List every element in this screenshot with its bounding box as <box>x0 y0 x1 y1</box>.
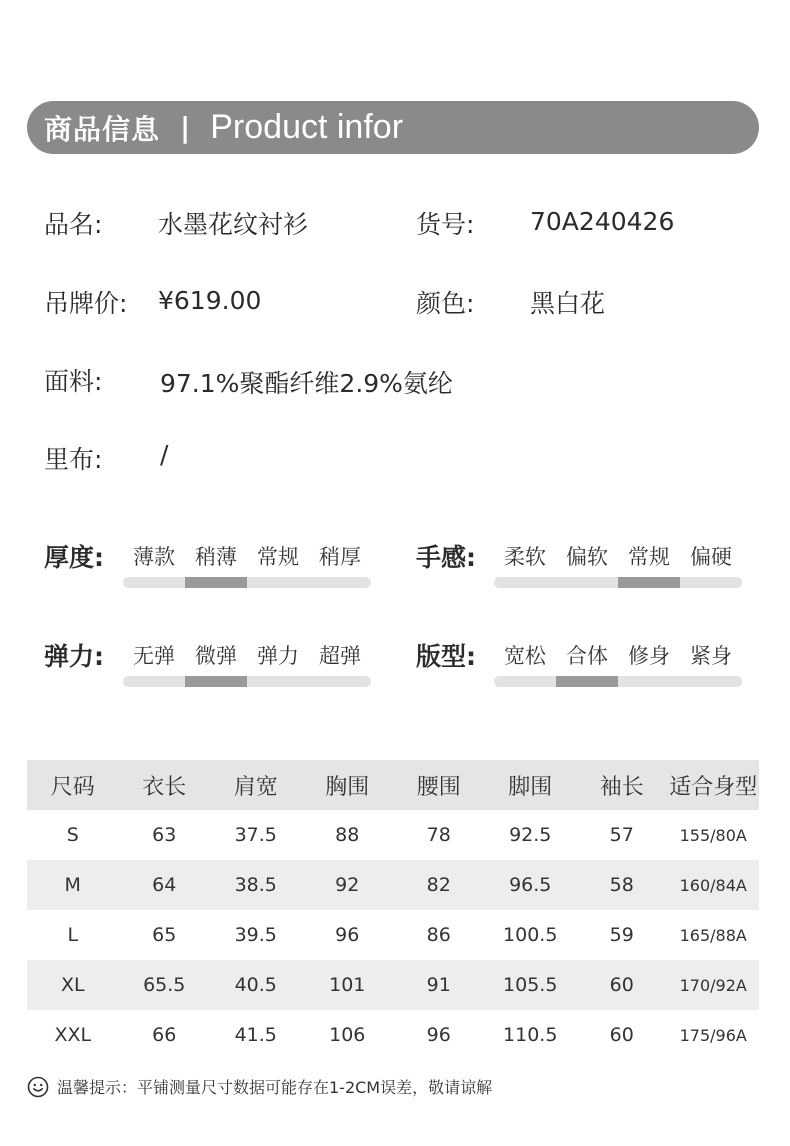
table-header-row <box>27 760 759 810</box>
color-label: 颜色: <box>416 289 475 318</box>
fit-option: 合体 <box>566 644 608 668</box>
price-label: 吊牌价: <box>44 289 128 318</box>
column-header: 适合身型 <box>668 760 760 810</box>
product-info-header <box>27 101 759 154</box>
table-cell: 63 <box>152 824 177 846</box>
size-table <box>27 760 759 1060</box>
table-cell: 105.5 <box>485 960 577 1010</box>
table-cell: 78 <box>426 824 451 846</box>
table-cell: 59 <box>609 924 634 946</box>
thickness-option: 薄款 <box>133 545 175 569</box>
table-cell: 110.5 <box>503 1024 558 1046</box>
table-cell: 88 <box>335 824 360 846</box>
table-cell: 38.5 <box>210 860 302 910</box>
table-cell: 175/96A <box>679 1025 747 1045</box>
sku-value: 70A240426 <box>530 207 675 236</box>
elasticity-indicator <box>185 676 247 687</box>
elasticity-option: 弹力 <box>257 644 299 668</box>
color-value: 黑白花 <box>530 289 606 318</box>
table-cell: 92.5 <box>509 824 552 846</box>
table-cell: 60 <box>576 960 668 1010</box>
fit-indicator <box>556 676 618 687</box>
column-header: 衣长 <box>119 760 211 810</box>
column-header: 袖长 <box>576 760 668 810</box>
fit-option: 修身 <box>628 644 670 668</box>
table-cell: 92 <box>302 860 394 910</box>
table-row <box>27 960 759 1010</box>
thickness-option: 稍厚 <box>319 545 361 569</box>
table-cell: 155/80A <box>679 825 747 845</box>
table-cell: 160/84A <box>668 860 760 910</box>
feel-option: 常规 <box>628 545 670 569</box>
thickness-option: 稍薄 <box>195 545 237 569</box>
feel-options <box>494 541 742 571</box>
header-title-en: Product infor <box>210 108 404 146</box>
name-label: 品名: <box>44 210 103 239</box>
column-header: 脚围 <box>485 760 577 810</box>
smiley-icon <box>27 1076 49 1098</box>
column-header: 肩宽 <box>210 760 302 810</box>
column-header: 尺码 <box>27 760 119 810</box>
table-cell: 96 <box>335 924 360 946</box>
fit-options <box>494 640 742 670</box>
fit-option: 宽松 <box>504 644 546 668</box>
lining-label: 里布: <box>44 445 103 474</box>
table-cell: 37.5 <box>234 824 277 846</box>
table-cell: 165/88A <box>679 925 747 945</box>
table-cell: 101 <box>302 960 394 1010</box>
thickness-option: 常规 <box>257 545 299 569</box>
table-cell: S <box>66 824 79 846</box>
thickness-label: 厚度: <box>44 543 104 572</box>
table-cell: 86 <box>426 924 451 946</box>
thickness-indicator <box>185 577 247 588</box>
table-cell: 40.5 <box>210 960 302 1010</box>
fit-option: 紧身 <box>690 644 732 668</box>
measurement-tip <box>27 1075 492 1098</box>
thickness-options <box>123 541 371 571</box>
fabric-value: 97.1%聚酯纤维2.9%氨纶 <box>160 369 453 398</box>
table-row <box>27 860 759 910</box>
table-row <box>27 910 759 960</box>
lining-value: / <box>160 440 169 469</box>
table-cell: 39.5 <box>234 924 277 946</box>
feel-label: 手感: <box>416 543 476 572</box>
feel-option: 柔软 <box>504 545 546 569</box>
table-cell: 96 <box>426 1024 451 1046</box>
table-cell: 60 <box>609 1024 634 1046</box>
table-cell: 100.5 <box>503 924 558 946</box>
table-cell: 91 <box>393 960 485 1010</box>
table-cell: M <box>27 860 119 910</box>
elasticity-option: 无弹 <box>133 644 175 668</box>
table-cell: 41.5 <box>234 1024 277 1046</box>
table-cell: XXL <box>54 1024 92 1046</box>
table-cell: 64 <box>119 860 211 910</box>
table-row <box>27 1010 759 1060</box>
sku-label: 货号: <box>416 210 475 239</box>
tip-text: 温馨提示：平铺测量尺寸数据可能存在1-2CM误差，敬请谅解 <box>57 1078 493 1097</box>
elasticity-scale <box>123 676 371 687</box>
table-row <box>27 810 759 860</box>
feel-option: 偏软 <box>566 545 608 569</box>
name-value: 水墨花纹衬衫 <box>158 210 309 239</box>
table-cell: 170/92A <box>668 960 760 1010</box>
thickness-scale <box>123 577 371 588</box>
table-cell: 66 <box>152 1024 177 1046</box>
table-cell: 82 <box>393 860 485 910</box>
column-header: 腰围 <box>393 760 485 810</box>
fabric-label: 面料: <box>44 367 103 396</box>
header-separator: | <box>180 111 191 144</box>
elasticity-option: 超弹 <box>319 644 361 668</box>
table-cell: L <box>67 924 79 946</box>
column-header: 胸围 <box>302 760 394 810</box>
elasticity-option: 微弹 <box>195 644 237 668</box>
table-cell: 96.5 <box>485 860 577 910</box>
elasticity-options <box>123 640 371 670</box>
table-cell: 65.5 <box>119 960 211 1010</box>
table-cell: 58 <box>576 860 668 910</box>
feel-indicator <box>618 577 680 588</box>
price-value: ¥619.00 <box>158 286 262 315</box>
table-cell: 57 <box>609 824 634 846</box>
feel-scale <box>494 577 742 588</box>
header-title-cn: 商品信息 <box>44 112 161 146</box>
feel-option: 偏硬 <box>690 545 732 569</box>
fit-scale <box>494 676 742 687</box>
fit-label: 版型: <box>416 642 476 671</box>
table-cell: XL <box>27 960 119 1010</box>
elasticity-label: 弹力: <box>44 642 104 671</box>
table-cell: 65 <box>152 924 177 946</box>
table-cell: 106 <box>329 1024 366 1046</box>
